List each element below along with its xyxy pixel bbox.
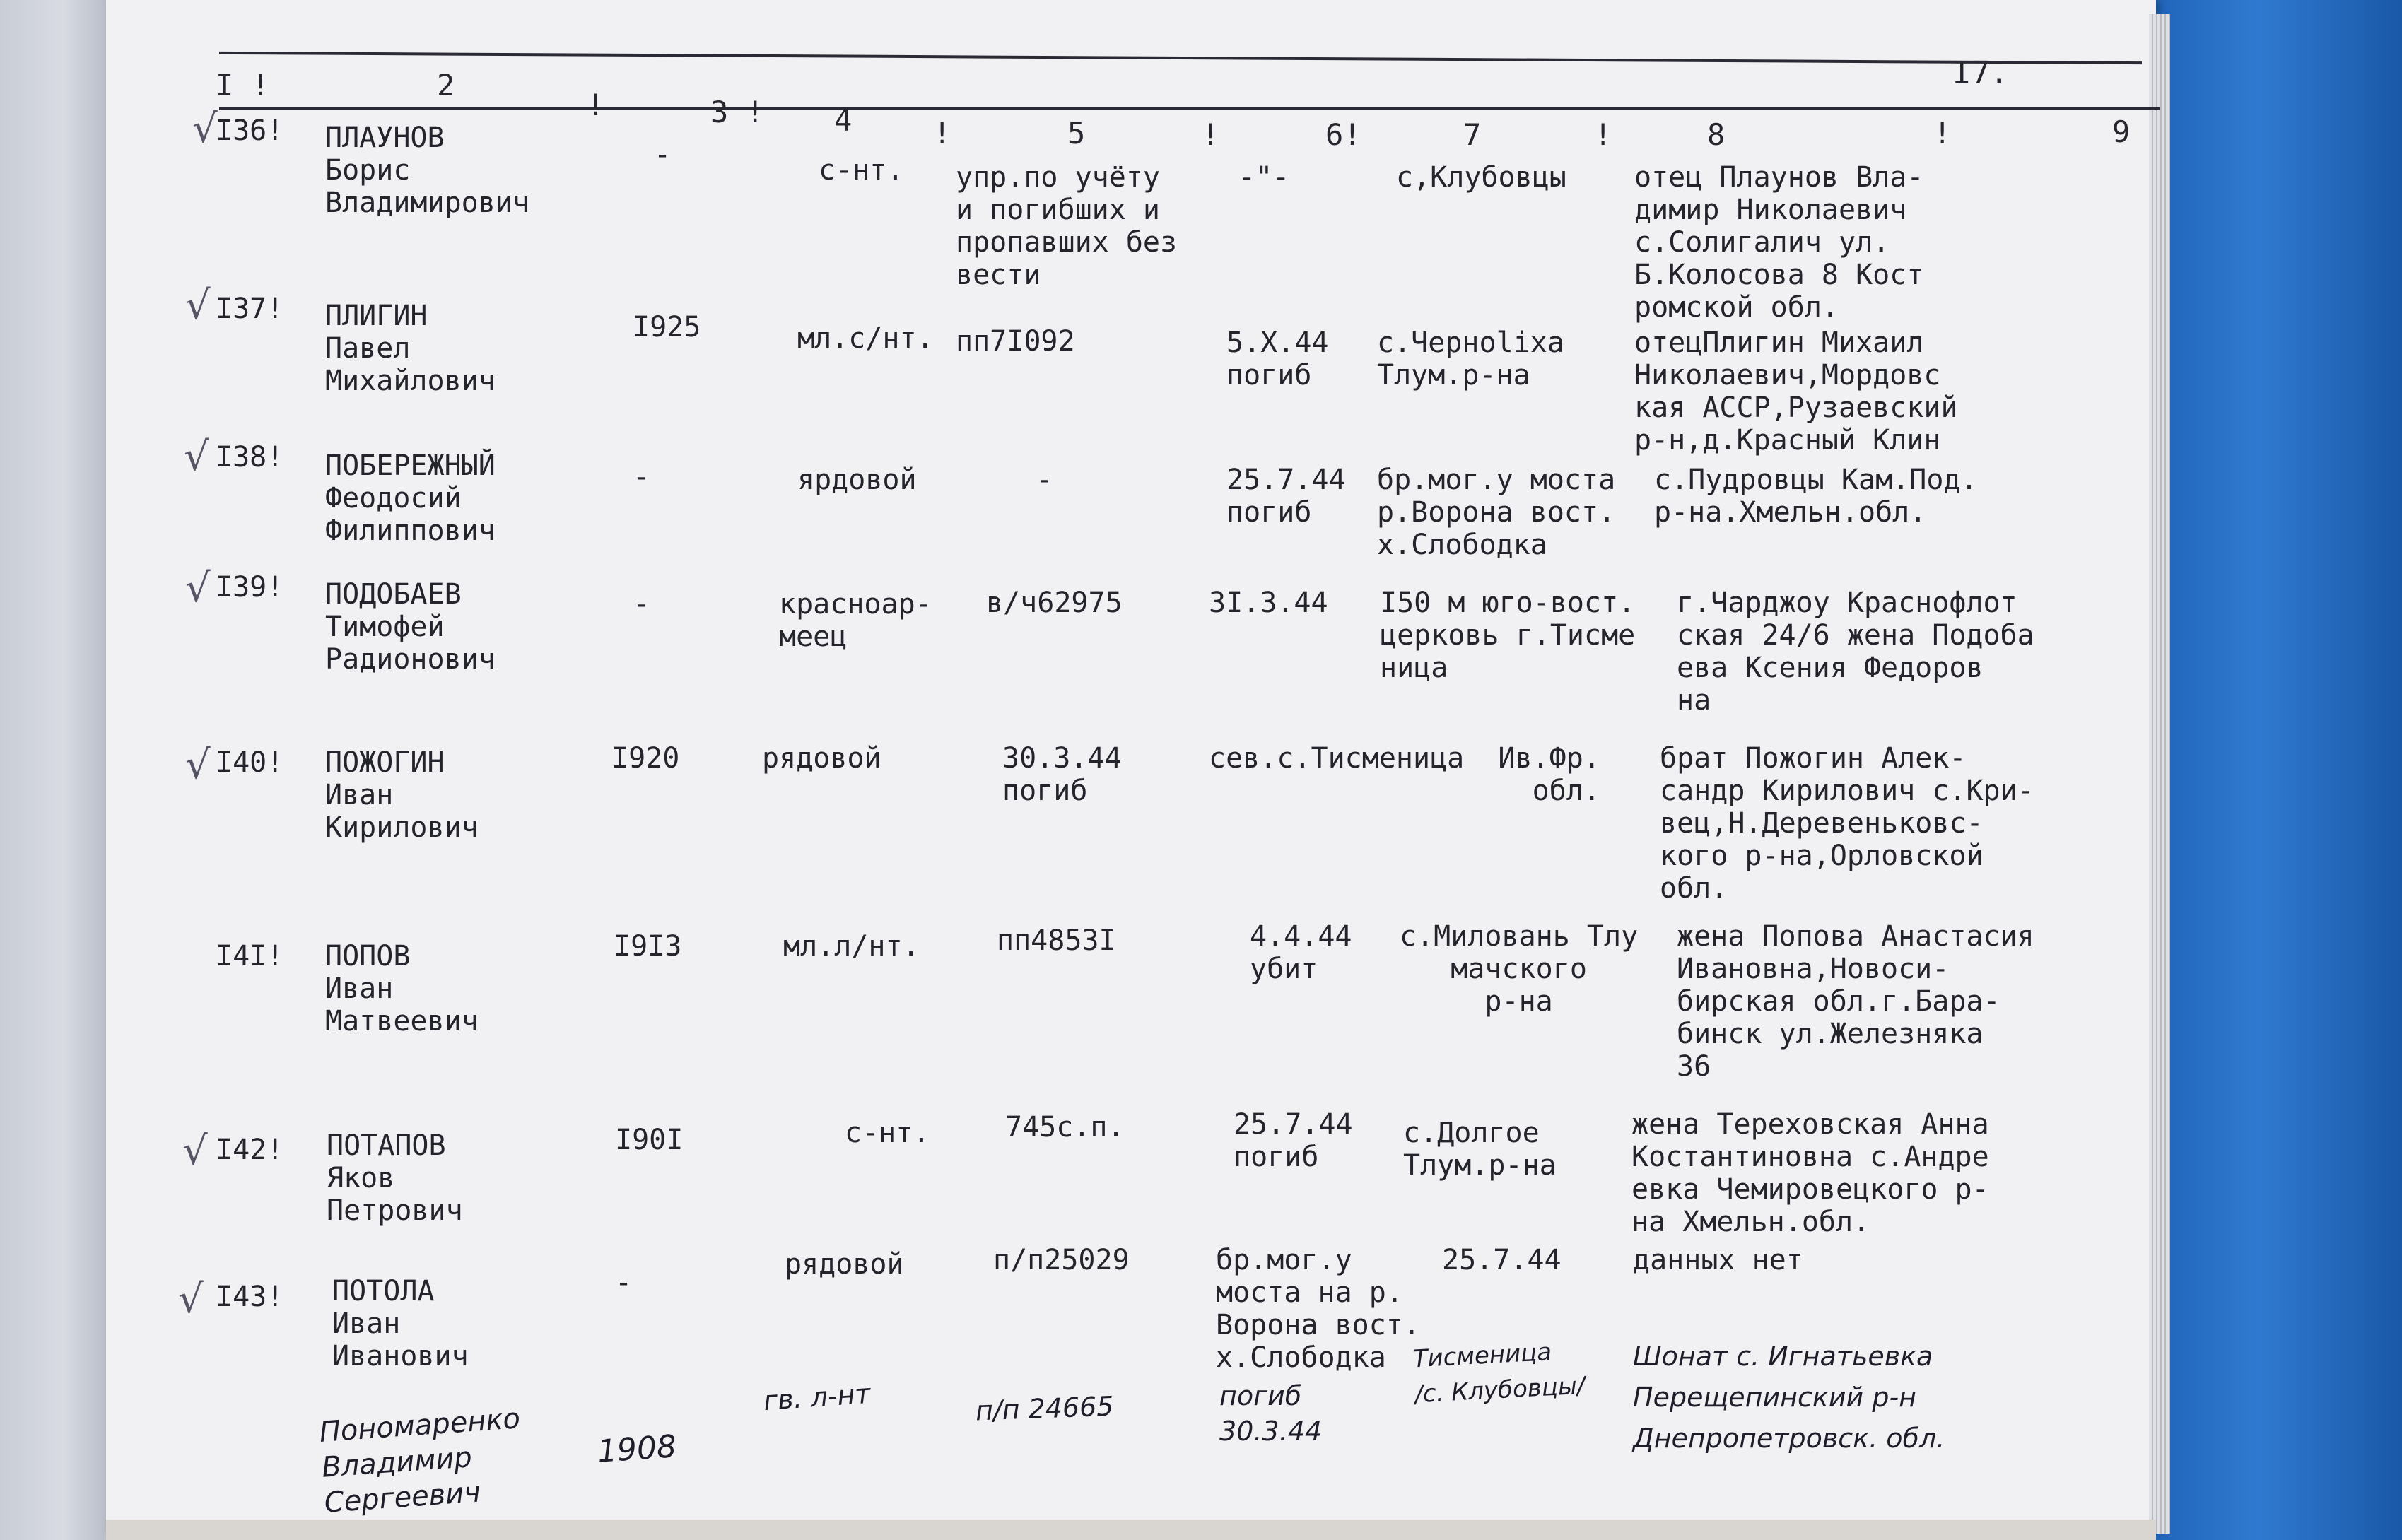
blue-folder bbox=[2142, 0, 2402, 1540]
row-date: 25.7.44 погиб bbox=[1226, 464, 1346, 529]
row-relative: г.Чарджоу Краснофлот ская 24/6 жена Подоба ева Ксения Федоров на bbox=[1677, 587, 2034, 717]
header-col-1: I ! bbox=[216, 68, 288, 102]
row-name: ПОЖОГИН Иван Кирилович bbox=[325, 746, 479, 844]
row-name: ПОБЕРЕЖНЫЙ Феодосий Филиппович bbox=[325, 449, 496, 547]
header-col-8: 8 bbox=[1707, 117, 1726, 152]
handwritten-name: Пономаренко Владимир Сергеевич bbox=[318, 1402, 522, 1520]
header-sep-2: ! bbox=[933, 116, 951, 151]
handwritten-relative: Шонат с. Игнатьевка Перещепинский р-н Днепропетровск. обл. bbox=[1633, 1341, 1945, 1454]
row-number: I39! bbox=[216, 571, 284, 604]
left-binder bbox=[0, 0, 106, 1540]
row-year: - bbox=[633, 588, 650, 621]
row-name: ПЛИГИН Павел Михайлович bbox=[325, 300, 496, 397]
header-col-3: 3 ! bbox=[710, 95, 764, 129]
row-unit: пп7I092 bbox=[956, 325, 1075, 358]
row-relative: брат Пожогин Алек- сандр Кирилович с.Кри- вец,Н.Деревеньковс- кого р-на,Орловской обл. bbox=[1660, 742, 2034, 905]
row-relative: отецПлигин Михаил Николаевич,Мордовс кая АССР,Рузаевский р-н,д.Красный Клин bbox=[1634, 327, 1958, 457]
row-number: I40! bbox=[216, 746, 284, 779]
row-year: - bbox=[654, 139, 672, 171]
row-unit: п/п25029 bbox=[993, 1244, 1130, 1276]
row-year: - bbox=[615, 1266, 633, 1299]
handwritten-place: Тисменица /с. Клубовцы/ bbox=[1412, 1338, 1586, 1409]
page-number: I7. bbox=[1952, 55, 2009, 91]
row-rank: с-нт. bbox=[845, 1117, 930, 1149]
row-name: ПОТАПОВ Яков Петрович bbox=[327, 1129, 463, 1227]
row-rank: с-нт. bbox=[819, 154, 904, 187]
row-year: I925 bbox=[633, 311, 701, 343]
row-relative: данных нет bbox=[1633, 1244, 1803, 1276]
row-place: сев.с.Тисменица Ив.Фр. обл. bbox=[1209, 742, 1600, 807]
row-place: 25.7.44 bbox=[1442, 1244, 1562, 1276]
row-relative: отец Плаунов Вла- димир Николаевич с.Солигалич ул. Б.Колосова 8 Кост ромской обл. bbox=[1634, 161, 1924, 324]
row-date: 4.4.44 убит bbox=[1250, 920, 1352, 985]
row-rank: рядовой bbox=[785, 1248, 904, 1281]
row-name: ПОДОБАЕВ Тимофей Радионович bbox=[325, 578, 496, 676]
header-sep-5: ! bbox=[1933, 116, 1952, 151]
row-date: 5.Х.44 погиб bbox=[1226, 327, 1329, 392]
row-number: I36! bbox=[216, 114, 284, 147]
header-rule-bottom bbox=[219, 107, 2160, 110]
row-year: I920 bbox=[611, 742, 680, 775]
row-date: 3I.3.44 bbox=[1209, 587, 1328, 619]
handwritten-year: 1908 bbox=[596, 1428, 678, 1470]
row-place: с.Черноliха Тлум.р-на bbox=[1377, 327, 1564, 392]
row-name: ПОТОЛА Иван Иванович bbox=[332, 1275, 469, 1373]
row-rank: ярдовой bbox=[797, 464, 917, 496]
row-place: с.Долгое Тлум.р-на bbox=[1403, 1117, 1557, 1182]
row-number: I38! bbox=[216, 441, 284, 474]
header-col-9: 9 bbox=[2112, 114, 2131, 149]
row-rank: мл.л/нт. bbox=[783, 930, 920, 963]
row-relative: жена Тереховская Анна Костантиновна с.Андре евка Чемировецкого р- на Хмельн.обл. bbox=[1631, 1108, 1989, 1238]
handwritten-unit: п/п 24665 bbox=[975, 1390, 1115, 1427]
row-name: ПЛАУНОВ Борис Владимирович bbox=[325, 122, 529, 219]
check-mark: √ bbox=[185, 283, 211, 329]
check-mark: √ bbox=[178, 1276, 204, 1322]
page-edges bbox=[2149, 14, 2170, 1534]
row-year: I90I bbox=[615, 1124, 684, 1156]
header-col-4: 4 bbox=[834, 103, 853, 138]
header-sep-4: ! bbox=[1594, 117, 1612, 152]
row-unit: упр.по учёту и погибших и пропавших без вести bbox=[956, 161, 1178, 291]
row-relative: жена Попова Анастасия Ивановна,Новоси- бирская обл.г.Бара- бинск ул.Железняка 36 bbox=[1677, 920, 2034, 1083]
handwritten-rank: гв. л-нт bbox=[762, 1377, 872, 1417]
header-col-7: 7 bbox=[1463, 117, 1482, 152]
row-place: с.Миловань Тлу мачского р-на bbox=[1400, 920, 1639, 1018]
row-number: I37! bbox=[216, 293, 284, 325]
row-number: I42! bbox=[216, 1134, 284, 1166]
row-date: бр.мог.у моста на р. Ворона вост. х.Слободка bbox=[1216, 1244, 1420, 1374]
check-mark: √ bbox=[192, 106, 218, 152]
row-unit: 30.3.44 погиб bbox=[1002, 742, 1122, 807]
header-col-5: 5 bbox=[1067, 116, 1086, 151]
row-number: I43! bbox=[216, 1281, 284, 1313]
handwritten-date: погиб 30.3.44 bbox=[1219, 1380, 1323, 1447]
check-mark: √ bbox=[184, 434, 209, 480]
header-col-6: 6! bbox=[1325, 117, 1361, 152]
row-relative: с.Пудровцы Кам.Под. р-на.Хмельн.обл. bbox=[1654, 464, 1978, 529]
check-mark: √ bbox=[185, 565, 211, 611]
bottom-strip bbox=[106, 1520, 2156, 1540]
check-mark: √ bbox=[185, 742, 211, 788]
row-rank: красноар- меец bbox=[779, 588, 932, 653]
header-sep-1: ! bbox=[587, 88, 605, 122]
row-unit: пп4853I bbox=[997, 924, 1116, 957]
row-unit: 745с.п. bbox=[1005, 1111, 1125, 1144]
row-year: - bbox=[633, 461, 650, 493]
row-name: ПОПОВ Иван Матвеевич bbox=[325, 940, 479, 1038]
header-col-2: 2 bbox=[437, 68, 455, 102]
row-number: I4I! bbox=[216, 940, 284, 972]
row-rank: мл.с/нт. bbox=[797, 322, 934, 355]
row-date: -"- bbox=[1238, 161, 1290, 194]
row-year: I9I3 bbox=[614, 930, 682, 963]
row-unit: в/ч62975 bbox=[986, 587, 1123, 619]
header-sep-3: ! bbox=[1202, 117, 1220, 152]
row-place: бр.мог.у моста р.Ворона вост. х.Слободка bbox=[1377, 464, 1616, 561]
check-mark: √ bbox=[182, 1128, 208, 1174]
row-date: 25.7.44 погиб bbox=[1234, 1108, 1353, 1173]
row-rank: рядовой bbox=[762, 742, 881, 775]
row-place: I50 м юго-вост. церковь г.Тисме ница bbox=[1380, 587, 1636, 684]
row-place: с,Клубовцы bbox=[1396, 161, 1566, 194]
row-unit: - bbox=[1036, 464, 1053, 496]
